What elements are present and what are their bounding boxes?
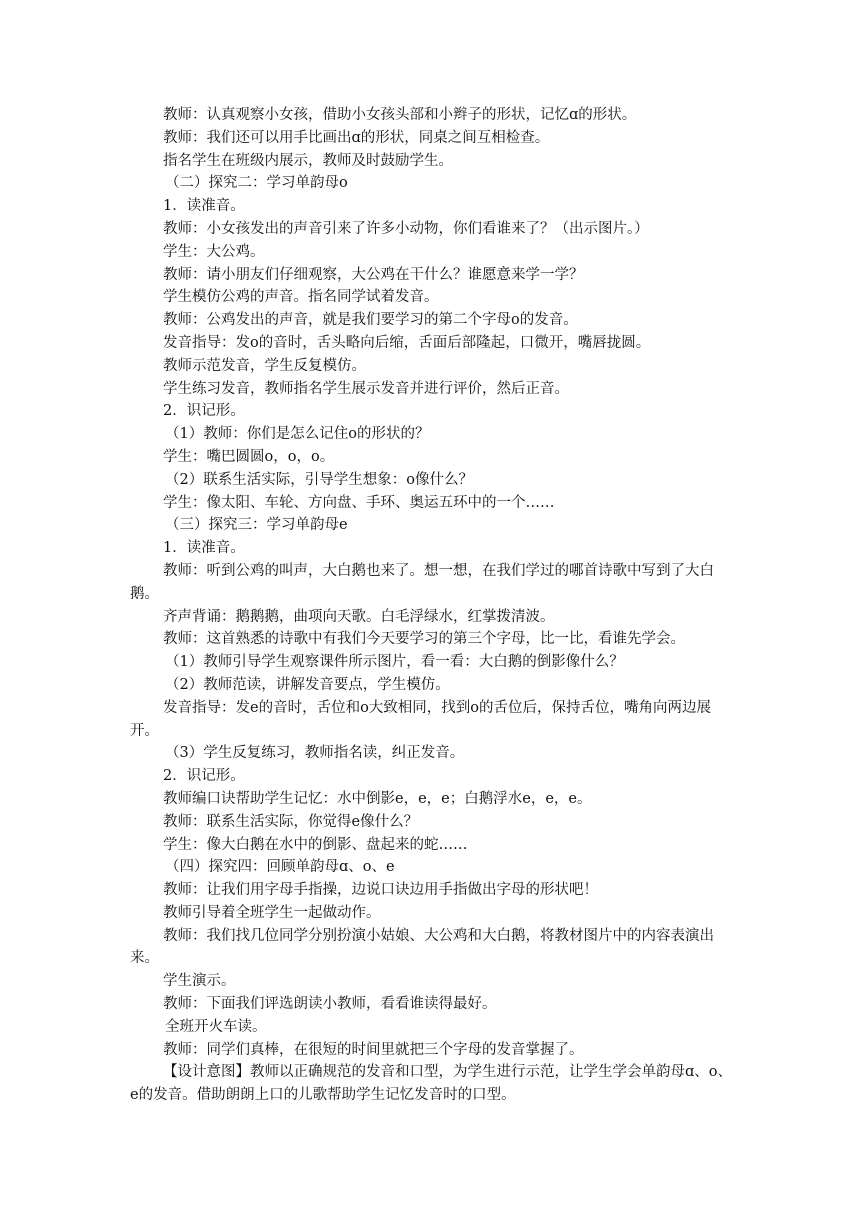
step-heading: 1．读准音。 <box>163 198 245 215</box>
paragraph: 教师：小女孩发出的声音引来了许多小动物，你们看谁来了？（出示图片。） <box>163 220 649 237</box>
paragraph: 教师：让我们用字母手指操，边说口诀边用手指做出字母的形状吧！ <box>163 882 598 899</box>
paragraph: 学生模仿公鸡的声音。指名同学试着发音。 <box>163 289 439 306</box>
paragraph: 教师：请小朋友们仔细观察，大公鸡在干什么？谁愿意来学一学？ <box>163 266 584 283</box>
paragraph: 学生演示。 <box>163 973 236 990</box>
paragraph: 教师：联系生活实际，你觉得e像什么？ <box>163 813 419 830</box>
paragraph: 发音指导：发e的音时，舌位和o大致相同，找到o的舌位后，保持舌位，嘴角向两边展开。 <box>130 699 712 739</box>
paragraph: 教师：我们找几位同学分别扮演小姑娘、大公鸡和大白鹅，将教材图片中的内容表演出来。 <box>130 927 714 967</box>
step-heading: 1．读准音。 <box>163 540 245 557</box>
paragraph: 学生：嘴巴圆圆o，o，o。 <box>163 448 335 465</box>
section-heading: （二）探究二：学习单韵母o <box>165 175 348 192</box>
paragraph: 教师：公鸡发出的声音，就是我们要学习的第二个字母o的发音。 <box>163 312 578 329</box>
step-heading: 2．识记形。 <box>163 768 245 785</box>
section-heading: （四）探究四：回顾单韵母ɑ、o、e <box>165 859 395 876</box>
step-heading: 2．识记形。 <box>163 403 245 420</box>
paragraph: 齐声背诵：鹅鹅鹅，曲项向天歌。白毛浮绿水，红掌拨清波。 <box>163 608 555 625</box>
paragraph: （1）教师：你们是怎么记住o的形状的？ <box>165 426 430 443</box>
paragraph: （2）教师范读，讲解发音要点，学生模仿。 <box>165 676 450 693</box>
paragraph: 学生：像太阳、车轮、方向盘、手环、奥运五环中的一个…… <box>163 494 555 511</box>
paragraph: 学生练习发音，教师指名学生展示发音并进行评价，然后正音。 <box>163 380 569 397</box>
paragraph: 全班开火车读。 <box>165 1018 267 1035</box>
paragraph: （3）学生反复练习，教师指名读，纠正发音。 <box>165 745 465 762</box>
paragraph: 教师：我们还可以用手比画出ɑ的形状，同桌之间互相检查。 <box>163 129 550 146</box>
paragraph: 发音指导：发o的音时，舌头略向后缩，舌面后部隆起，口微开，嘴唇拢圆。 <box>163 334 651 351</box>
paragraph: 教师编口诀帮助学生记忆：水中倒影e，e，e；白鹅浮水e，e，e。 <box>163 790 592 807</box>
paragraph: 教师：下面我们评选朗读小教师，看看谁读得最好。 <box>163 996 497 1013</box>
paragraph: 教师引导着全班学生一起做动作。 <box>163 904 381 921</box>
paragraph: 学生：像大白鹅在水中的倒影、盘起来的蛇…… <box>163 836 468 853</box>
paragraph: 学生：大公鸡。 <box>163 243 265 260</box>
paragraph: 教师：听到公鸡的叫声，大白鹅也来了。想一想，在我们学过的哪首诗歌中写到了大白鹅。 <box>130 562 714 602</box>
paragraph: 教师示范发音，学生反复模仿。 <box>163 357 366 374</box>
document-body <box>130 104 734 1107</box>
paragraph: 指名学生在班级内展示，教师及时鼓励学生。 <box>163 152 453 169</box>
paragraph: 教师：认真观察小女孩，借助小女孩头部和小辫子的形状，记忆ɑ的形状。 <box>163 107 637 123</box>
paragraph: （2）联系生活实际，引导学生想象：o像什么？ <box>165 471 473 488</box>
paragraph: （1）教师引导学生观察课件所示图片，看一看：大白鹅的倒影像什么？ <box>165 654 624 671</box>
section-heading: （三）探究三：学习单韵母e <box>165 517 348 534</box>
paragraph: 教师：这首熟悉的诗歌中有我们今天要学习的第三个字母，比一比，看谁先学会。 <box>163 631 685 648</box>
paragraph: 教师：同学们真棒，在很短的时间里就把三个字母的发音掌握了。 <box>163 1041 584 1058</box>
design-intent-paragraph: 【设计意图】教师以正确规范的发音和口型，为学生进行示范，让学生学会单韵母ɑ、o、e的发音。借助朗朗上口的儿歌帮助学生记忆发音时的口型。 <box>130 1064 733 1104</box>
